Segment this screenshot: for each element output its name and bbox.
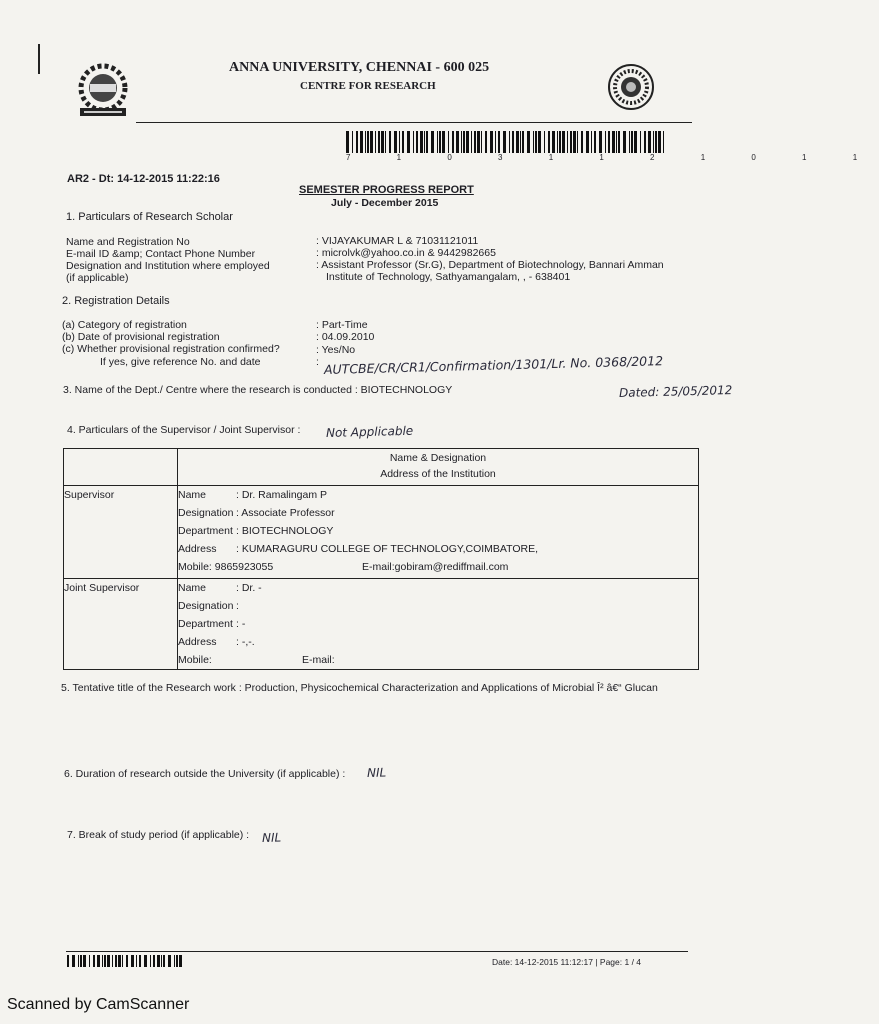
barcode-bar [456,131,459,153]
barcode-bar [104,955,106,967]
barcode-bar [176,955,178,967]
barcode-bar [179,955,182,967]
section4-heading: 4. Particulars of the Supervisor / Joint Supervisor : [67,424,301,436]
barcode-bar [89,955,90,967]
barcode-bar [174,955,175,967]
report-title: SEMESTER PROGRESS REPORT [299,184,474,196]
section3-text: 3. Name of the Dept./ Centre where the research is conducted : BIOTECHNOLOGY [63,384,453,396]
barcode-bar [402,131,404,153]
barcode-bar [498,131,500,153]
s2-label-confirmed: (c) Whether provisional registration confirmed? [62,343,280,355]
s1-label-email: E-mail ID &amp; Contact Phone Number [66,248,256,260]
barcode-bar [367,131,369,153]
seal-icon [607,63,655,111]
barcode-bar [509,131,510,153]
joint-department-row [178,615,698,633]
barcode-bar [477,131,480,153]
handwritten-date: Dated: 25/05/2012 [618,383,733,400]
supervisor-department-row [178,522,698,540]
table-header-blank [64,449,178,486]
joint-contact-row [178,651,698,669]
barcode-bar [163,955,165,967]
s2-label-date: (b) Date of provisional registration [62,331,220,343]
handwritten-reference: AUTCBE/CR/CR1/Confirmation/1301/Lr. No. 0368/2012 [323,353,664,377]
barcode-digits: 7 1 0 3 1 1 2 1 0 1 1 [346,153,879,162]
barcode-bar [346,131,349,153]
barcode-bar [139,955,141,967]
report-period: July - December 2015 [331,197,439,209]
barcode-bar [426,131,428,153]
joint-address: : -,-. [236,636,255,648]
barcode-bar [655,131,657,153]
joint-address-row [178,633,698,651]
s1-label-name: Name and Registration No [66,236,190,248]
barcode-bar [618,131,620,153]
supervisor-address: : KUMARAGURU COLLEGE OF TECHNOLOGY,COIMBATORE, [236,543,539,555]
handwritten-not-applicable: Not Applicable [325,423,414,440]
barcode-bar [413,131,414,153]
joint-role: Joint Supervisor [64,582,140,594]
barcode-bar [93,955,95,967]
barcode-bar [136,955,137,967]
supervisor-role: Supervisor [64,489,115,501]
handwritten-nil-7: NIL [261,830,282,845]
barcode-bar [461,131,462,153]
barcode-bar [97,955,100,967]
s2-value-category: : Part-Time [316,319,368,331]
joint-designation: : [236,600,239,612]
barcode-bar [581,131,583,153]
barcode-bar [629,131,630,153]
s2-label-reference: If yes, give reference No. and date [100,356,261,368]
barcode-bar [381,131,384,153]
designation-label: Designation [178,600,234,612]
barcode-bar [389,131,391,153]
header-address: Address of the Institution [380,468,496,480]
s2-label-category: (a) Category of registration [62,319,187,331]
supervisor-name: : Dr. Ramalingam P [236,489,328,501]
barcode-bar [599,131,602,153]
barcode-bar [466,131,469,153]
header-name-designation: Name & Designation [389,452,487,464]
barcode-bar [471,131,472,153]
barcode-bar [370,131,373,153]
address-label: Address [178,636,217,648]
section5-text: 5. Tentative title of the Research work : Production, Physicochemical Characterization and Applications of Microbial Î² â€“ Glucan [61,682,658,694]
barcode-bar [67,955,69,967]
barcode-bar [442,131,445,153]
barcode-bar [616,131,617,153]
barcode-bar [577,131,578,153]
barcode-bar [634,131,637,153]
supervisor-address-row [178,540,698,558]
barcode-bar [153,955,155,967]
barcode-bar [520,131,521,153]
barcode-bar [168,955,171,967]
barcode-bar [640,131,641,153]
supervisor-details-cell [178,486,699,579]
barcode-bar [122,955,123,967]
s1-value-institution: Institute of Technology, Sathyamangalam, , - 638401 [326,271,571,283]
barcode-bar [605,131,606,153]
section2-heading: 2. Registration Details [62,295,170,307]
supervisor-email: E-mail:gobiram@rediffmail.com [362,561,509,573]
barcode-bar [535,131,537,153]
section1-heading: 1. Particulars of Research Scholar [66,211,233,223]
barcode-bar [399,131,400,153]
barcode-bar [385,131,386,153]
barcode-bar [586,131,589,153]
barcode [346,131,672,153]
barcode-bar [594,131,596,153]
barcode-bar [126,955,128,967]
name-label: Name [178,489,207,501]
s2-value-reference: : [316,356,319,368]
barcode-bar [431,131,434,153]
barcode-bar [474,131,476,153]
joint-mobile: Mobile: [178,654,212,666]
barcode-bar [516,131,519,153]
footer-barcode [67,955,185,967]
barcode-bar [378,131,380,153]
barcode-bar [102,955,103,967]
section7-text: 7. Break of study period (if applicable) : [67,829,250,841]
barcode-bar [112,955,113,967]
university-name: ANNA UNIVERSITY, CHENNAI - 600 025 [229,60,490,75]
barcode-bar [573,131,576,153]
barcode-bar [490,131,493,153]
barcode-bar [407,131,410,153]
barcode-bar [562,131,565,153]
university-logo-icon [72,60,134,122]
barcode-bar [78,955,79,967]
joint-name-row [178,579,698,597]
supervisor-name-row [178,486,698,504]
barcode-bar [161,955,162,967]
scanner-watermark: Scanned by CamScanner [7,996,190,1013]
s1-label-designation: Designation and Institution where employed [66,260,270,272]
joint-designation-row [178,597,698,615]
barcode-bar [439,131,441,153]
barcode-bar [420,131,423,153]
barcode-bar [365,131,366,153]
barcode-bar [150,955,151,967]
barcode-bar [83,955,86,967]
barcode-bar [503,131,506,153]
barcode-bar [416,131,418,153]
barcode-bar [527,131,530,153]
supervisor-designation-row [178,504,698,522]
barcode-bar [512,131,514,153]
barcode-bar [107,955,110,967]
s1-value-name: : VIJAYAKUMAR L & 71031121011 [316,235,479,247]
handwritten-nil-6: NIL [366,765,387,780]
barcode-bar [448,131,449,153]
supervisor-designation: : Associate Professor [236,507,335,519]
barcode-bar [80,955,82,967]
barcode-bar [538,131,541,153]
s1-label-applicable: (if applicable) [66,272,129,284]
s2-value-date: : 04.09.2010 [316,331,375,343]
department-label: Department [178,618,233,630]
barcode-bar [522,131,524,153]
barcode-bar [648,131,651,153]
designation-label: Designation [178,507,234,519]
s1-value-email: : microlvk@yahoo.co.in & 9442982665 [316,247,496,259]
supervisor-department: : BIOTECHNOLOGY [236,525,334,537]
barcode-bar [591,131,592,153]
table-header [178,449,699,486]
barcode-bar [612,131,615,153]
joint-role-cell [64,579,178,670]
department-label: Department [178,525,233,537]
barcode-bar [623,131,626,153]
name-label: Name [178,582,207,594]
supervisor-role-cell [64,486,178,579]
centre-name: CENTRE FOR RESEARCH [300,80,436,92]
barcode-bar [424,131,425,153]
barcode-bar [437,131,438,153]
barcode-bar [72,955,75,967]
barcode-bar [653,131,654,153]
barcode-bar [118,955,121,967]
barcode-bar [144,955,147,967]
section6-text: 6. Duration of research outside the University (if applicable) : [64,768,346,780]
barcode-bar [631,131,633,153]
footer-rule [66,951,688,952]
form-reference: AR2 - Dt: 14-12-2015 11:22:16 [67,173,220,185]
barcode-bar [485,131,487,153]
barcode-bar [115,955,117,967]
barcode-bar [375,131,376,153]
joint-email: E-mail: [302,654,335,666]
s2-value-confirmed: : Yes/No [316,344,356,356]
scan-mark [38,44,40,74]
barcode-bar [658,131,661,153]
barcode-bar [567,131,568,153]
barcode-bar [157,955,160,967]
barcode-bar [481,131,482,153]
address-label: Address [178,543,217,555]
barcode-bar [544,131,545,153]
barcode-bar [570,131,572,153]
barcode-bar [663,131,664,153]
supervisor-mobile: Mobile: 9865923055 [178,561,274,573]
joint-details-cell [178,579,699,670]
barcode-bar [557,131,558,153]
header-rule [136,122,692,123]
barcode-bar [559,131,561,153]
s1-value-designation: : Assistant Professor (Sr.G), Department of Biotechnology, Bannari Amman [316,259,664,271]
barcode-bar [533,131,534,153]
joint-name: : Dr. - [236,582,262,594]
barcode-bar [360,131,363,153]
barcode-bar [644,131,646,153]
joint-department: : - [236,618,246,630]
barcode-bar [495,131,496,153]
barcode-bar [394,131,397,153]
barcode-bar [352,131,353,153]
barcode-bar [548,131,550,153]
barcode-bar [608,131,610,153]
barcode-bar [452,131,454,153]
supervisor-table [63,448,699,670]
barcode-bar [131,955,134,967]
supervisor-contact-row [178,558,698,576]
barcode-bar [356,131,358,153]
barcode-bar [552,131,555,153]
barcode-bar [463,131,465,153]
footer-date: Date: 14-12-2015 11:12:17 | Page: 1 / 4 [492,957,642,967]
